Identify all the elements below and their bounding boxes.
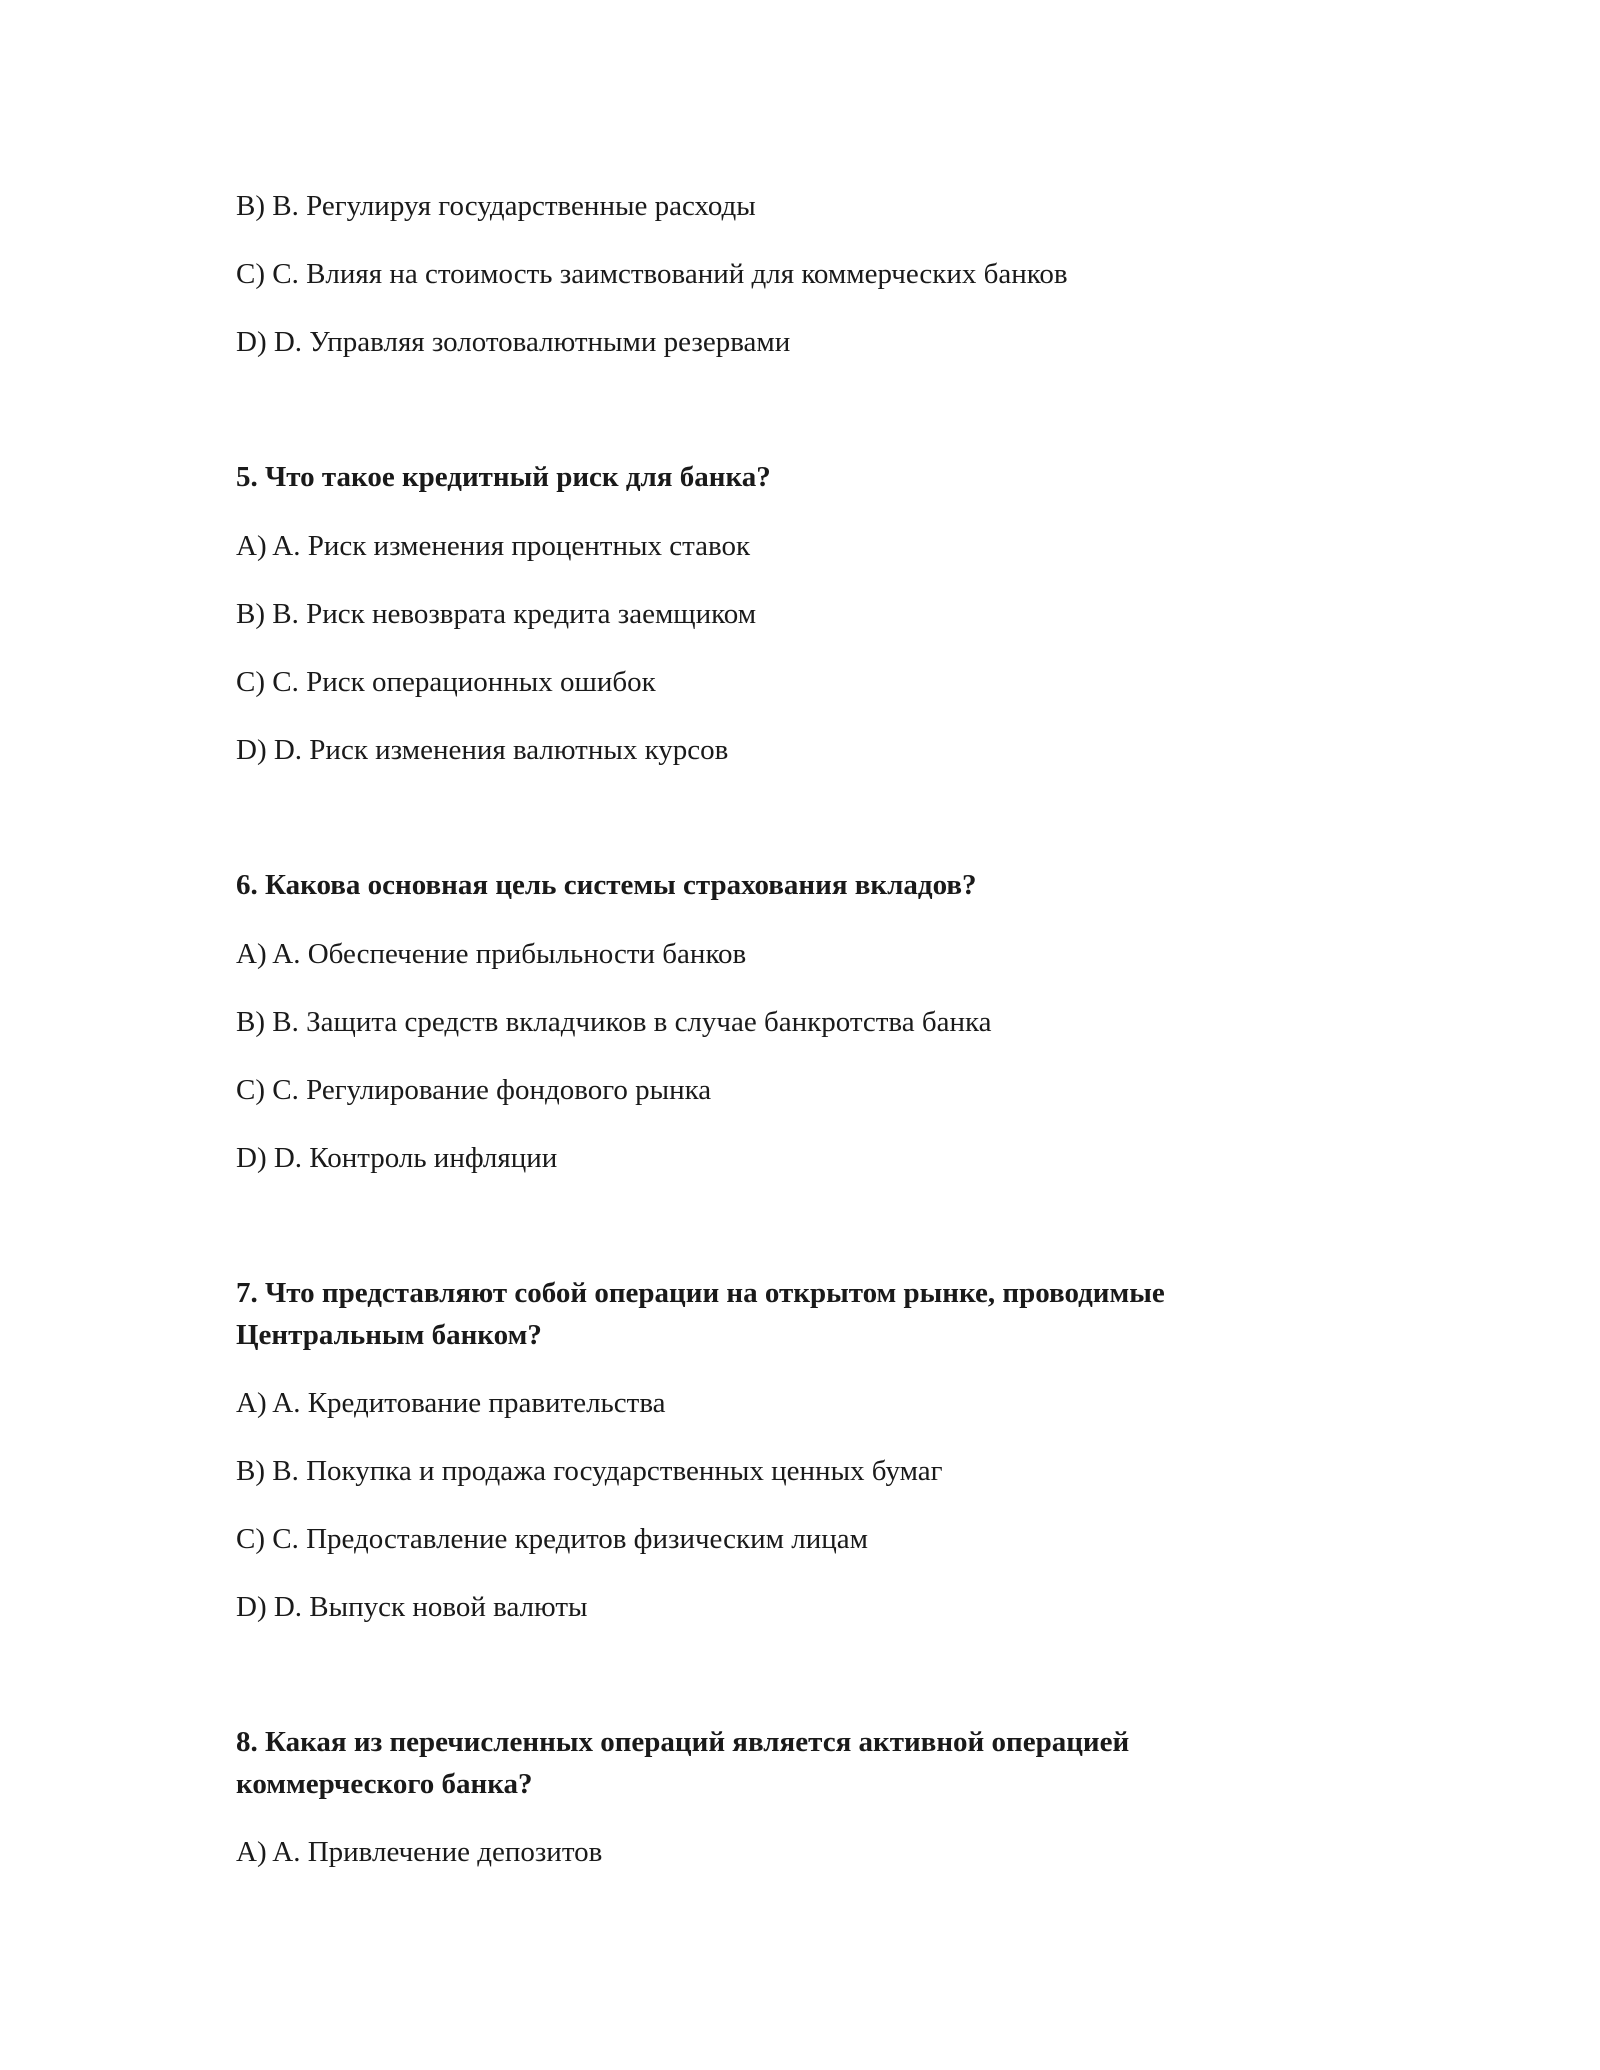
option-5-c: C) C. Риск операционных ошибок xyxy=(236,666,656,698)
option-7-b: B) B. Покупка и продажа государственных ценных бумаг xyxy=(236,1455,943,1487)
option-7-a: A) A. Кредитование правительства xyxy=(236,1387,666,1419)
option-6-d: D) D. Контроль инфляции xyxy=(236,1142,558,1174)
option-8-a: A) A. Привлечение депозитов xyxy=(236,1836,603,1868)
question-8-title-line-2: коммерческого банка? xyxy=(236,1768,533,1800)
question-5-title: 5. Что такое кредитный риск для банка? xyxy=(236,461,771,493)
question-7-title-line-1: 7. Что представляют собой операции на открытом рынке, проводимые xyxy=(236,1277,1165,1309)
option-5-a: A) A. Риск изменения процентных ставок xyxy=(236,530,751,562)
question-7-title-line-2: Центральным банком? xyxy=(236,1319,542,1351)
option-7-c: C) C. Предоставление кредитов физическим лицам xyxy=(236,1523,868,1555)
question-6-title: 6. Какова основная цель системы страхования вкладов? xyxy=(236,869,977,901)
option-4-b: B) B. Регулируя государственные расходы xyxy=(236,190,756,222)
option-4-c: C) C. Влияя на стоимость заимствований для коммерческих банков xyxy=(236,258,1068,290)
option-5-b: B) B. Риск невозврата кредита заемщиком xyxy=(236,598,757,630)
option-7-d: D) D. Выпуск новой валюты xyxy=(236,1591,588,1623)
option-6-c: C) C. Регулирование фондового рынка xyxy=(236,1074,712,1106)
option-4-d: D) D. Управляя золотовалютными резервами xyxy=(236,326,791,358)
option-6-a: A) A. Обеспечение прибыльности банков xyxy=(236,938,747,970)
option-6-b: B) B. Защита средств вкладчиков в случае банкротства банка xyxy=(236,1006,992,1038)
question-8-title-line-1: 8. Какая из перечисленных операций является активной операцией xyxy=(236,1726,1130,1758)
option-5-d: D) D. Риск изменения валютных курсов xyxy=(236,734,729,766)
